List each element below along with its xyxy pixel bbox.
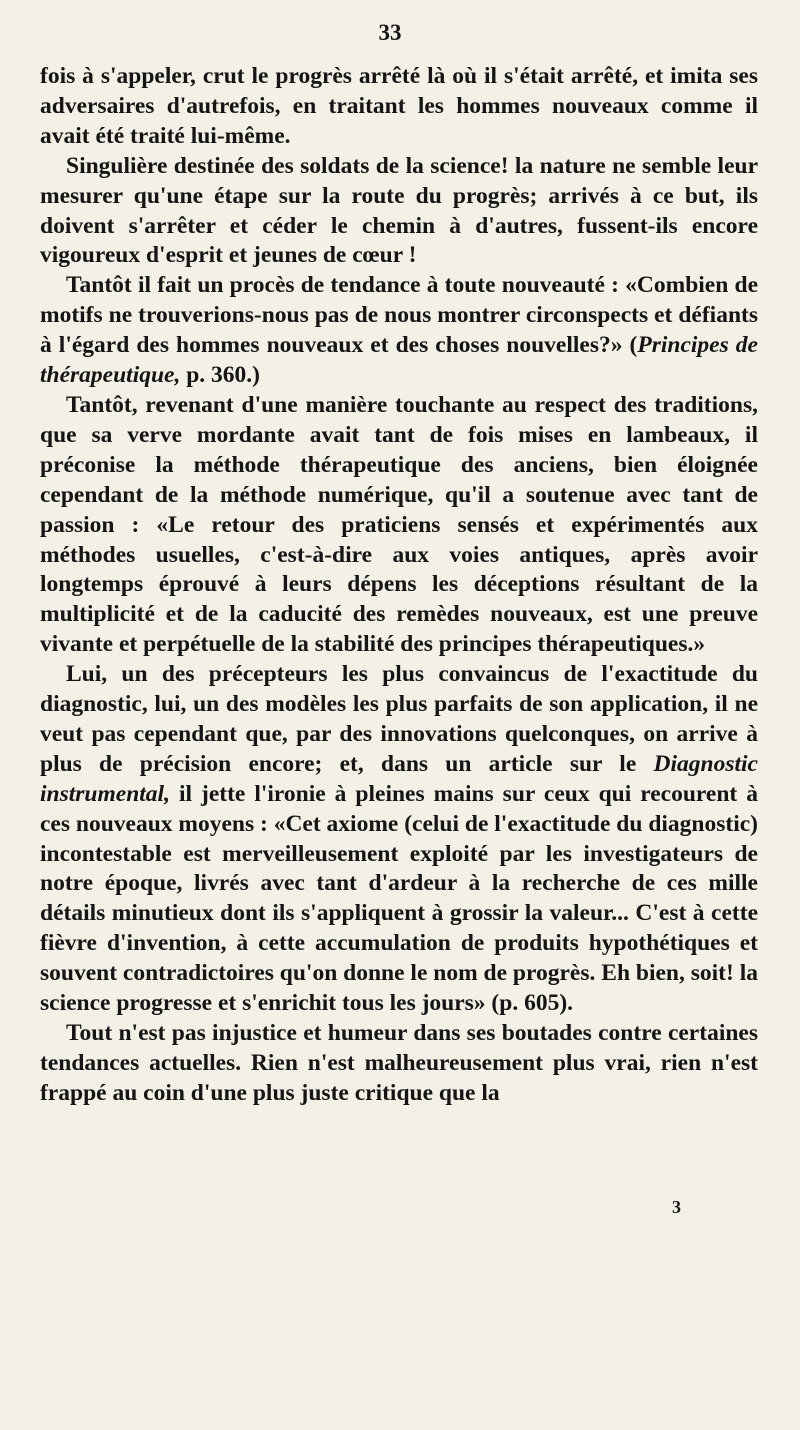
paragraph-4-text: Tantôt, revenant d'une manière touchante au respect des traditions, que sa verve mordante avait tant de fois mises en lambeaux, il préconise la méthode thérapeutique des anciens, bien éloignée cependant de la méthode numérique, qu'il a soutenue avec tant de passion : «Le retour des praticiens sensés et expérimentés aux méthodes usuelles, c'est-à-dire aux voies antiques, après avoir longtemps éprouvé à leurs dépens les déceptions résultant de la multiplicité et de la caducité des remèdes nouveaux, est une preuve vivante et perpétuelle de la stabilité des principes thérapeutiques.» (40, 391, 758, 658)
paragraph-5-text: Lui, un des précepteurs les plus convaincus de l'exactitude du diagnostic, lui, un des modèles les plus parfaits de son application, il ne veut pas cependant que, par des innovations quelconques, on arrive à plus de précision encore; et, dans un article sur le (40, 661, 758, 777)
paragraph-5 (40, 660, 758, 1019)
paragraph-1-text: fois à s'appeler, crut le progrès arrêté là où il s'était arrêté, et imita ses adversaires d'autrefois, en traitant les hommes nouveaux comme il avait été traité lui-même. (40, 63, 758, 149)
body-text (40, 62, 758, 1109)
paragraph-6 (40, 1019, 758, 1109)
paragraph-3-citation-page: p. 360.) (180, 362, 261, 389)
paragraph-5-article-title: Diagnostic instrumental, (40, 750, 758, 807)
paragraph-6-text: Tout n'est pas injustice et humeur dans ses boutades contre certaines tendances actuelles. Rien n'est malheureusement plus vrai, rien n'est frappé au coin d'une plus juste critique que la (40, 1020, 758, 1106)
page-number: 33 (378, 20, 402, 45)
paragraph-3-citation-title: Principes de thérapeutique, (40, 332, 758, 389)
paragraph-2 (40, 152, 758, 272)
paragraph-3-text: Tantôt il fait un procès de tendance à toute nouveauté : «Combien de motifs ne trouverions-nous pas de nous montrer circonspects et défiants à l'égard des hommes nouveaux et des choses nouvelles?» ( (40, 272, 758, 359)
paragraph-3 (40, 271, 758, 391)
paragraph-2-text: Singulière destinée des soldats de la science! la nature ne semble leur mesurer qu'une étape sur la route du progrès; arrivés à ce but, ils doivent s'arrêter et céder le chemin à d'autres, fussent-ils encore vigoureux d'esprit et jeunes de cœur ! (40, 152, 758, 269)
paragraph-4 (40, 391, 758, 660)
paragraph-1 (40, 62, 758, 152)
paragraph-5-text-cont: il jette l'ironie à pleines mains sur ceux qui recourent à ces nouveaux moyens : «Cet axiome (celui de l'exactitude du diagnostic) incontestable est merveilleusement exploité par les investigateurs de notre époque, livrés avec tant d'ardeur à la recherche de ces mille détails minutieux dont ils s'appliquent à grossir la valeur... C'est à cette fièvre d'invention, à cette accumulation de produits hypothétiques et souvent contradictoires qu'on donne le nom de progrès. Eh bien, soit! la science progresse et s'enrichit tous les jours» (p. 605). (40, 780, 759, 1017)
signature-mark: 3 (672, 1197, 681, 1217)
